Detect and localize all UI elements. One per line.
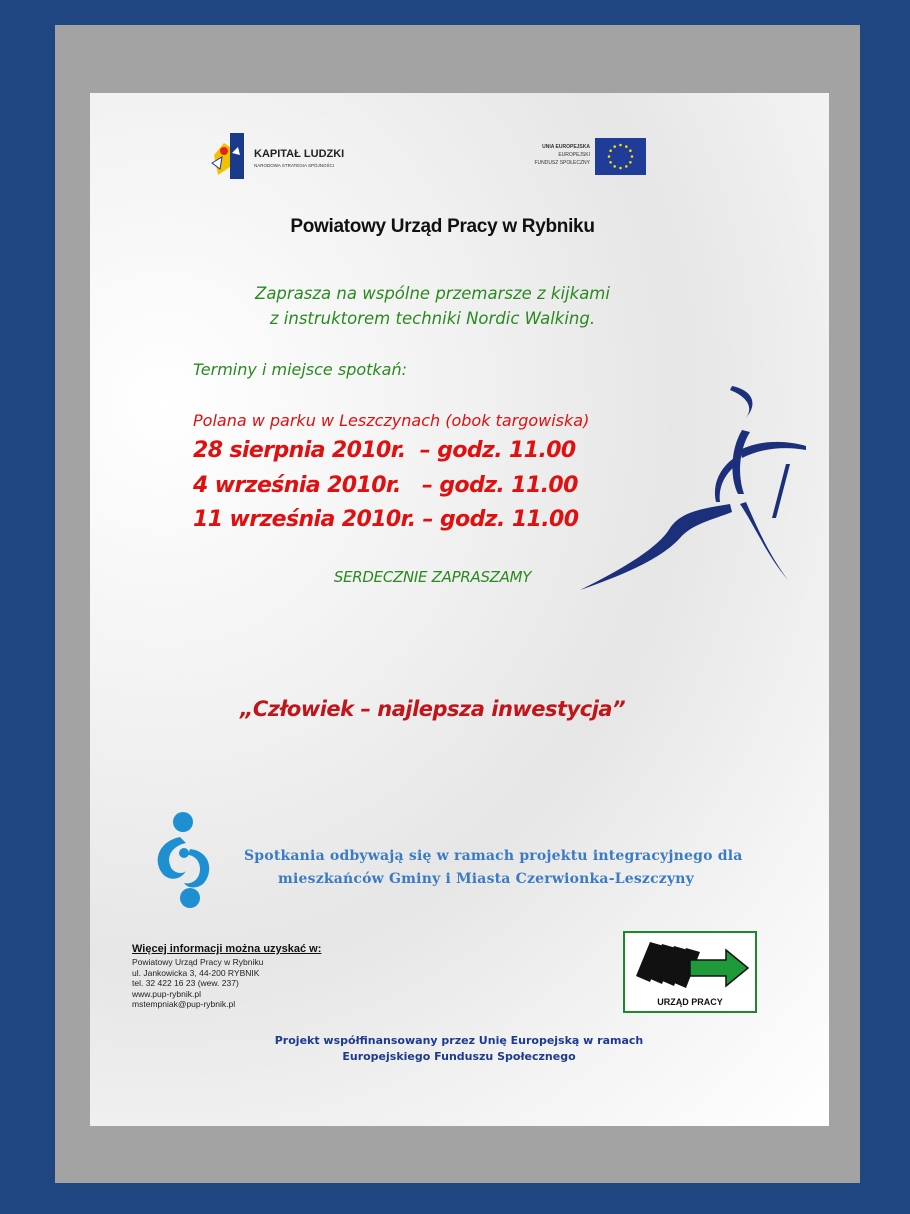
eu-flag-icon (595, 138, 646, 175)
kapital-ludzki-emblem-icon (210, 133, 246, 179)
footer-note (90, 1033, 828, 1065)
contact-block (132, 943, 321, 1010)
contact-line: ul. Jankowicka 3, 44-200 RYBNIK (132, 967, 260, 978)
urzad-pracy-text: URZĄD PRACY (657, 997, 723, 1007)
kapital-ludzki-text: KAPITAŁ LUDZKI (254, 148, 345, 160)
integration-logo-icon (152, 811, 218, 911)
eu-logo (515, 138, 650, 176)
page-title: Powiatowy Urząd Pracy w Rybniku (290, 216, 595, 237)
invitation-line2: z instruktorem techniki Nordic Walking. (269, 309, 596, 328)
date-item: 11 września 2010r. – godz. 11.00 (193, 507, 579, 532)
invitation-text (90, 281, 775, 331)
kapital-ludzki-logo (210, 133, 375, 183)
meeting-place: Polana w parku w Leszczynach (obok targowiska) (193, 411, 590, 430)
contact-heading: Więcej informacji można uzyskać w: (132, 943, 322, 955)
eu-text-line2: EUROPEJSKI (558, 152, 590, 158)
footer-line1: Projekt współfinansowany przez Unię Europejską w ramach (274, 1034, 644, 1047)
eu-text-line3: FUNDUSZ SPOŁECZNY (534, 160, 590, 166)
project-line1: Spotkania odbywają się w ramach projektu integracyjnego dla (244, 848, 743, 864)
eu-text-line1: UNIA EUROPEJSKA (542, 144, 590, 150)
invitation-line1: Zaprasza na wspólne przemarsze z kijkami (255, 284, 610, 303)
kapital-ludzki-subtext: NARODOWA STRATEGIA SPÓJNOŚCI (254, 163, 335, 168)
urzad-pracy-logo (623, 931, 757, 1013)
contact-line: Powiatowy Urząd Pracy w Rybniku (132, 957, 264, 967)
contact-email[interactable]: mstempniak@pup-rybnik.pl (132, 999, 236, 1010)
urzad-pracy-emblem-icon (630, 936, 750, 992)
contact-website[interactable]: www.pup-rybnik.pl (132, 988, 201, 999)
date-item: 28 sierpnia 2010r. – godz. 11.00 (193, 438, 576, 463)
slogan: „Człowiek – najlepsza inwestycja” (239, 697, 626, 721)
date-item: 4 września 2010r. – godz. 11.00 (193, 473, 578, 498)
poster-page (90, 93, 829, 1126)
footer-line2: Europejskiego Funduszu Społecznego (342, 1050, 576, 1063)
welcome-text: SERDECZNIE ZAPRASZAMY (333, 568, 532, 586)
project-line2: mieszkańców Gminy i Miasta Czerwionka-Leszczyny (278, 871, 695, 887)
contact-line: tel. 32 422 16 23 (wew. 237) (132, 978, 239, 989)
schedule-heading: Terminy i miejsce spotkań: (193, 360, 408, 379)
